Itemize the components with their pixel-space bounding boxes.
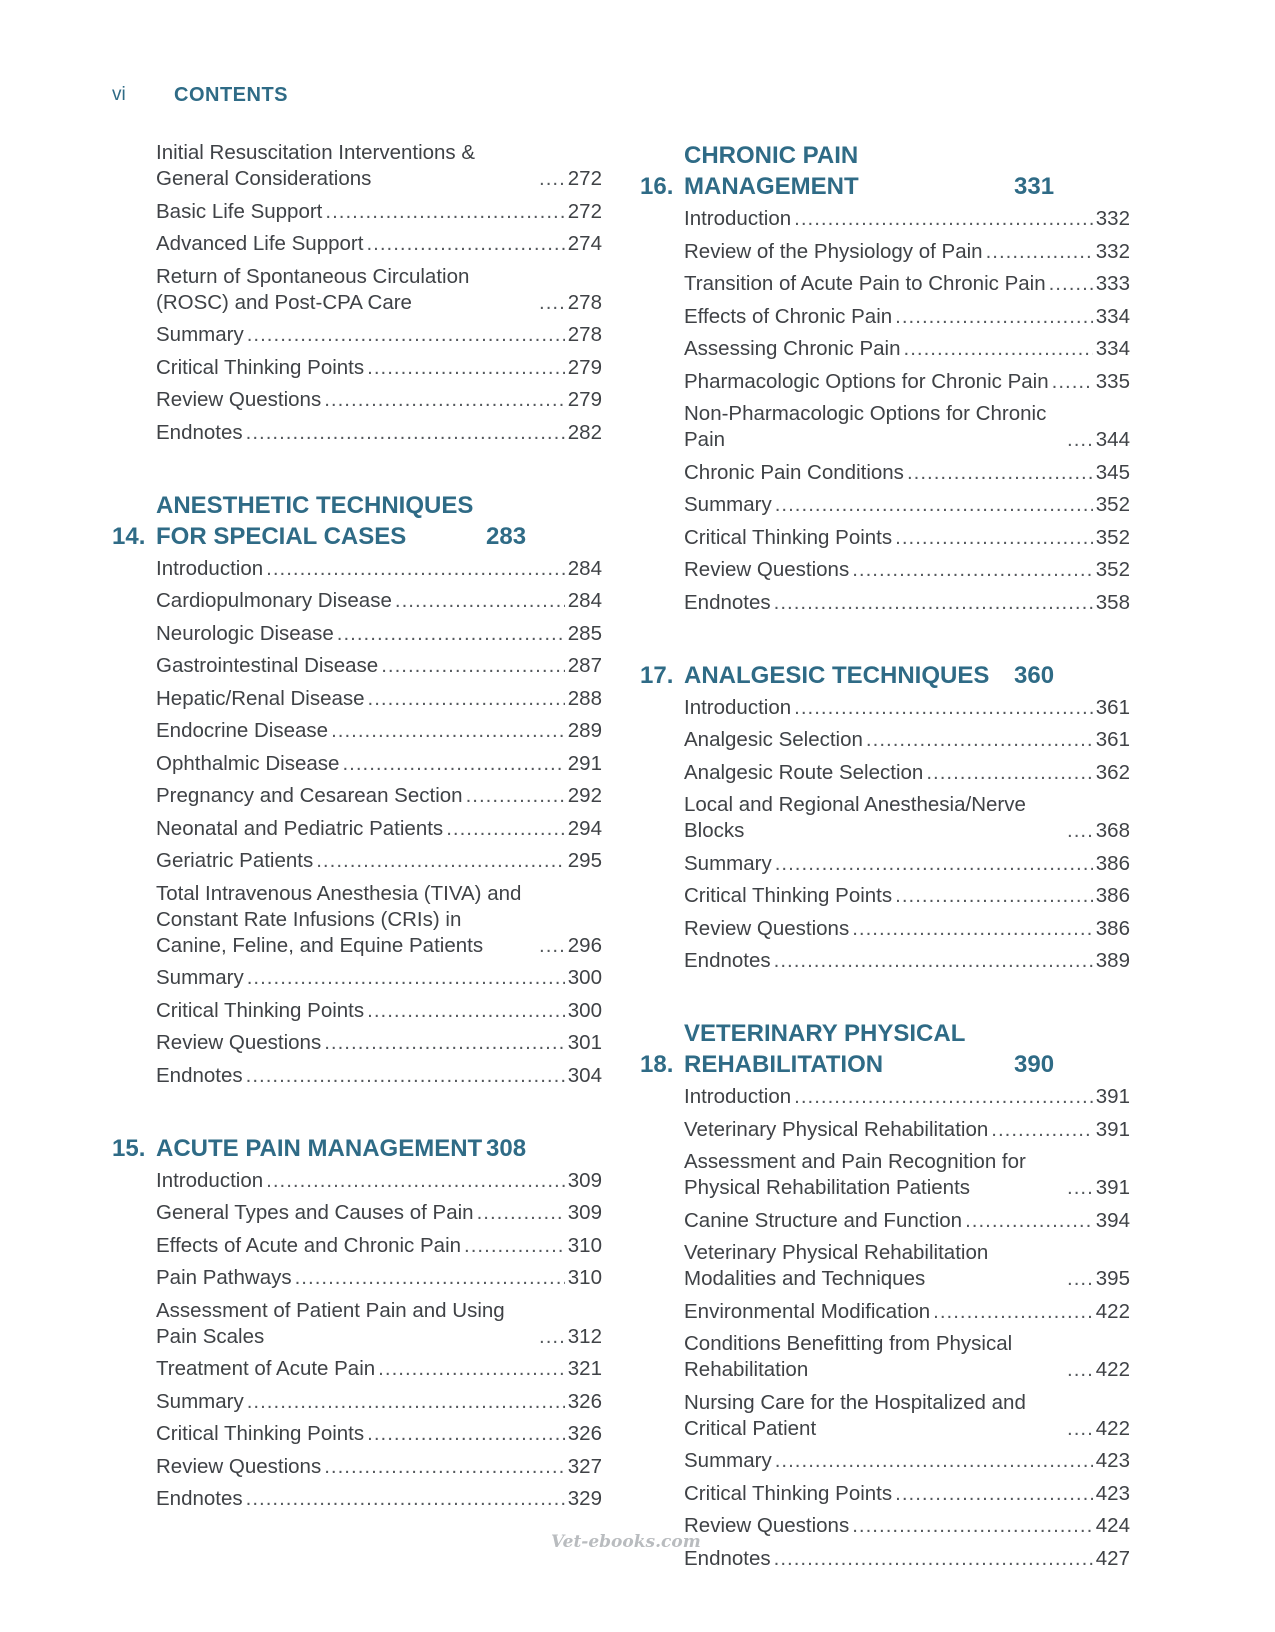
entry-title: Endnotes bbox=[684, 1546, 771, 1570]
dot-leader bbox=[774, 590, 1093, 616]
dot-leader bbox=[446, 816, 565, 842]
entry-page: 361 bbox=[1095, 695, 1130, 719]
dot-leader bbox=[775, 851, 1093, 877]
entry-title: Pharmacologic Options for Chronic Pain bbox=[684, 369, 1049, 393]
entry-title: Analgesic Selection bbox=[684, 728, 863, 751]
entry-title: Endnotes bbox=[156, 1487, 243, 1510]
chapter-number: 15. bbox=[112, 1134, 146, 1162]
entry-title: Hepatic/Renal Disease bbox=[156, 686, 365, 710]
chapter-heading[interactable] bbox=[112, 1133, 602, 1164]
dot-leader bbox=[464, 1233, 565, 1259]
entry-page: 391 bbox=[1095, 1176, 1130, 1199]
entry-page: 329 bbox=[567, 1487, 602, 1510]
entry-title: Critical Thinking Points bbox=[156, 1422, 365, 1445]
entry-page: 279 bbox=[567, 388, 602, 411]
entry-page: 394 bbox=[1095, 1208, 1130, 1232]
toc-entry[interactable] bbox=[156, 998, 602, 1024]
entry-title: Critical Thinking Points bbox=[684, 884, 893, 907]
toc-entry[interactable] bbox=[684, 851, 1130, 877]
chapter-page: 390 bbox=[1014, 1051, 1055, 1078]
chapter-section bbox=[112, 490, 602, 1089]
toc-entry[interactable] bbox=[684, 401, 1130, 453]
entry-title: Endnotes bbox=[156, 420, 243, 444]
toc-entry[interactable] bbox=[684, 206, 1130, 232]
entry-page: 287 bbox=[567, 654, 602, 677]
dot-leader bbox=[539, 166, 565, 192]
dot-leader bbox=[904, 336, 1093, 362]
dot-leader bbox=[325, 199, 564, 225]
toc-entry[interactable] bbox=[156, 1168, 602, 1194]
entry-page: 301 bbox=[567, 1031, 602, 1054]
entry-page: 352 bbox=[1095, 493, 1130, 516]
toc-entry[interactable] bbox=[684, 916, 1130, 942]
toc-entry[interactable] bbox=[156, 1265, 602, 1291]
toc-entry[interactable] bbox=[684, 1149, 1130, 1201]
entry-page: 391 bbox=[1095, 1117, 1130, 1141]
entry-page: 335 bbox=[1095, 369, 1130, 393]
entry-page: 295 bbox=[567, 849, 602, 872]
dot-leader bbox=[1067, 427, 1093, 453]
entry-title: Analgesic Route Selection bbox=[684, 760, 924, 784]
toc-entry[interactable] bbox=[684, 1240, 1130, 1292]
chapter-page: 331 bbox=[1014, 173, 1055, 200]
dot-leader bbox=[466, 783, 565, 809]
toc-entry[interactable] bbox=[156, 387, 602, 413]
toc-entry[interactable] bbox=[156, 556, 602, 582]
entry-title: Neonatal and Pediatric Patients bbox=[156, 816, 444, 840]
entry-page: 321 bbox=[567, 1357, 602, 1380]
dot-leader bbox=[852, 557, 1093, 583]
dot-leader bbox=[895, 883, 1093, 909]
toc-entry[interactable] bbox=[156, 140, 602, 192]
entry-page: 278 bbox=[567, 323, 602, 346]
dot-leader bbox=[794, 206, 1093, 232]
chapter-entries bbox=[684, 695, 1130, 975]
toc-entry[interactable] bbox=[156, 264, 602, 316]
dot-leader bbox=[324, 1454, 565, 1480]
entry-title: Assessing Chronic Pain bbox=[684, 337, 901, 360]
dot-leader bbox=[246, 1063, 565, 1089]
dot-leader bbox=[794, 695, 1093, 721]
toc-entry[interactable] bbox=[684, 792, 1130, 844]
toc-entry[interactable] bbox=[684, 557, 1130, 583]
chapter-page: 360 bbox=[1014, 661, 1055, 689]
dot-leader bbox=[991, 1117, 1093, 1143]
entry-page: 309 bbox=[567, 1201, 602, 1224]
toc-entry[interactable] bbox=[684, 1084, 1130, 1110]
toc-entry[interactable] bbox=[156, 1454, 602, 1480]
dot-leader bbox=[775, 492, 1093, 518]
entry-page: 422 bbox=[1095, 1416, 1130, 1440]
dot-leader bbox=[895, 304, 1093, 330]
entry-title: Canine Structure and Function bbox=[684, 1208, 963, 1232]
entry-title: Endocrine Disease bbox=[156, 719, 329, 742]
entry-title: Neurologic Disease bbox=[156, 621, 334, 645]
entry-title: Critical Thinking Points bbox=[684, 1481, 893, 1505]
dot-leader bbox=[774, 948, 1093, 974]
entry-title: Summary bbox=[684, 493, 772, 516]
dot-leader bbox=[1067, 1175, 1093, 1201]
entry-page: 358 bbox=[1095, 590, 1130, 614]
entry-page: 391 bbox=[1095, 1085, 1130, 1108]
entry-page: 291 bbox=[567, 751, 602, 775]
dot-leader bbox=[367, 1421, 565, 1447]
entry-title: Effects of Chronic Pain bbox=[684, 304, 893, 328]
entry-page: 284 bbox=[567, 589, 602, 612]
entry-title: Conditions Benefitting from Physical Rehabilitation bbox=[684, 1332, 1013, 1381]
dot-leader bbox=[1067, 1266, 1093, 1292]
entry-page: 312 bbox=[567, 1324, 602, 1348]
entry-title: Assessment and Pain Recognition for Physical Rehabilitation Patients bbox=[684, 1150, 1026, 1199]
entry-page: 422 bbox=[1095, 1358, 1130, 1381]
chapter-entries bbox=[684, 1084, 1130, 1572]
entry-title: Initial Resuscitation Interventions & General Considerations bbox=[156, 141, 476, 190]
entry-title: Gastrointestinal Disease bbox=[156, 654, 379, 677]
entry-page: 327 bbox=[567, 1454, 602, 1478]
entry-page: 310 bbox=[567, 1266, 602, 1289]
dot-leader bbox=[367, 355, 565, 381]
dot-leader bbox=[895, 525, 1093, 551]
entry-title: Introduction bbox=[684, 207, 792, 230]
entry-page: 362 bbox=[1095, 760, 1130, 784]
toc-entry[interactable] bbox=[156, 965, 602, 991]
toc-entry[interactable] bbox=[684, 883, 1130, 909]
entry-title: Environmental Modification bbox=[684, 1299, 931, 1323]
dot-leader bbox=[774, 1546, 1093, 1572]
toc-entry[interactable] bbox=[684, 590, 1130, 616]
dot-leader bbox=[266, 556, 565, 582]
entry-page: 309 bbox=[567, 1168, 602, 1192]
dot-leader bbox=[247, 322, 565, 348]
dot-leader bbox=[368, 686, 565, 712]
entry-page: 292 bbox=[567, 784, 602, 807]
entry-title: Veterinary Physical Rehabilitation Modalities and Techniques bbox=[684, 1241, 989, 1290]
entry-title: Ophthalmic Disease bbox=[156, 751, 340, 775]
entry-title: Endnotes bbox=[684, 590, 771, 614]
dot-leader bbox=[366, 231, 564, 257]
dot-leader bbox=[895, 1481, 1093, 1507]
entry-title: Veterinary Physical Rehabilitation bbox=[684, 1117, 989, 1141]
page-header bbox=[112, 80, 288, 110]
toc-entry[interactable] bbox=[156, 686, 602, 712]
toc-entry[interactable] bbox=[684, 1448, 1130, 1474]
toc-entry[interactable] bbox=[156, 751, 602, 777]
entry-page: 300 bbox=[567, 998, 602, 1022]
entry-title: Treatment of Acute Pain bbox=[156, 1357, 376, 1380]
toc-entry[interactable] bbox=[684, 695, 1130, 721]
dot-leader bbox=[477, 1200, 565, 1226]
entry-page: 368 bbox=[1095, 819, 1130, 842]
toc-entry[interactable] bbox=[156, 816, 602, 842]
entry-title: Summary bbox=[156, 966, 244, 989]
dot-leader bbox=[247, 965, 565, 991]
chapter-entries bbox=[684, 206, 1130, 616]
toc-entry[interactable] bbox=[684, 492, 1130, 518]
toc-entry[interactable] bbox=[156, 588, 602, 614]
dot-leader bbox=[247, 1389, 565, 1415]
entry-title: Review Questions bbox=[684, 558, 850, 581]
toc-entry[interactable] bbox=[156, 1298, 602, 1350]
toc-entry[interactable] bbox=[684, 460, 1130, 486]
dot-leader bbox=[246, 1486, 565, 1512]
entry-page: 395 bbox=[1095, 1267, 1130, 1290]
chapter-page: 283 bbox=[486, 522, 527, 550]
toc-entry[interactable] bbox=[156, 1063, 602, 1089]
entry-page: 296 bbox=[567, 933, 602, 957]
toc-entry[interactable] bbox=[156, 783, 602, 809]
right-chapters bbox=[640, 140, 1130, 1572]
entry-page: 334 bbox=[1095, 304, 1130, 328]
entry-page: 386 bbox=[1095, 916, 1130, 940]
dot-leader bbox=[316, 848, 565, 874]
continued-section bbox=[112, 140, 602, 446]
entry-title: Basic Life Support bbox=[156, 199, 323, 223]
entry-title: Endnotes bbox=[156, 1063, 243, 1087]
dot-leader bbox=[381, 653, 565, 679]
chapter-number: 17. bbox=[640, 661, 674, 689]
chapter-section bbox=[112, 1133, 602, 1513]
toc-entry[interactable] bbox=[156, 355, 602, 381]
entry-title: Introduction bbox=[156, 1168, 264, 1192]
dot-leader bbox=[852, 916, 1093, 942]
toc-entry[interactable] bbox=[684, 336, 1130, 362]
chapter-title: CHRONIC PAIN MANAGEMENT bbox=[684, 142, 859, 200]
chapter-section bbox=[640, 140, 1130, 616]
entry-page: 332 bbox=[1095, 207, 1130, 230]
entry-title: Local and Regional Anesthesia/Nerve Blocks bbox=[684, 793, 1026, 842]
dot-leader bbox=[1067, 818, 1093, 844]
chapter-heading[interactable] bbox=[112, 490, 602, 552]
chapter-heading[interactable] bbox=[640, 660, 1130, 691]
entry-title: Effects of Acute and Chronic Pain bbox=[156, 1233, 462, 1257]
toc-entry[interactable] bbox=[156, 1200, 602, 1226]
toc-entry[interactable] bbox=[156, 718, 602, 744]
chapter-title: ACUTE PAIN MANAGEMENT bbox=[156, 1134, 483, 1162]
toc-entry[interactable] bbox=[156, 1389, 602, 1415]
entry-page: 279 bbox=[567, 355, 602, 379]
entry-page: 361 bbox=[1095, 728, 1130, 751]
toc-entry[interactable] bbox=[684, 1208, 1130, 1234]
entry-page: 386 bbox=[1095, 851, 1130, 875]
entry-page: 427 bbox=[1095, 1546, 1130, 1570]
entry-page: 344 bbox=[1095, 428, 1130, 451]
dot-leader bbox=[324, 1030, 565, 1056]
continued-entries bbox=[156, 140, 602, 446]
toc-entry[interactable] bbox=[684, 948, 1130, 974]
entry-page: 334 bbox=[1095, 337, 1130, 360]
toc-entry[interactable] bbox=[684, 760, 1130, 786]
entry-page: 345 bbox=[1095, 460, 1130, 484]
dot-leader bbox=[775, 1448, 1093, 1474]
entry-title: Review Questions bbox=[156, 1454, 322, 1478]
dot-leader bbox=[794, 1084, 1093, 1110]
toc-entry[interactable] bbox=[156, 1030, 602, 1056]
dot-leader bbox=[1067, 1357, 1093, 1383]
entry-title: Review Questions bbox=[156, 1031, 322, 1054]
chapter-number: 14. bbox=[112, 522, 146, 550]
entry-title: Introduction bbox=[684, 695, 792, 719]
entry-page: 289 bbox=[567, 719, 602, 742]
dot-leader bbox=[1052, 369, 1093, 395]
entry-title: Summary bbox=[156, 1389, 244, 1413]
entry-title: Advanced Life Support bbox=[156, 232, 364, 255]
entry-title: Summary bbox=[684, 851, 772, 875]
watermark-logo: Vet-ebooks.com bbox=[551, 1532, 701, 1552]
entry-title: Pain Pathways bbox=[156, 1266, 292, 1289]
entry-title: Review Questions bbox=[156, 388, 322, 411]
dot-leader bbox=[933, 1299, 1093, 1325]
chapter-number: 18. bbox=[640, 1051, 674, 1078]
page-number: vi bbox=[112, 84, 126, 105]
entry-title: Summary bbox=[156, 323, 244, 346]
dot-leader bbox=[246, 420, 565, 446]
entry-page: 326 bbox=[567, 1389, 602, 1413]
entry-page: 423 bbox=[1095, 1449, 1130, 1472]
chapter-number: 16. bbox=[640, 173, 674, 200]
toc-entry[interactable] bbox=[684, 1299, 1130, 1325]
toc-entry[interactable] bbox=[684, 1390, 1130, 1442]
entry-page: 304 bbox=[567, 1063, 602, 1087]
toc-entry[interactable] bbox=[684, 727, 1130, 753]
entry-page: 423 bbox=[1095, 1481, 1130, 1505]
entry-title: Transition of Acute Pain to Chronic Pain bbox=[684, 272, 1046, 295]
toc-entry[interactable] bbox=[156, 322, 602, 348]
toc-entry[interactable] bbox=[684, 1481, 1130, 1507]
entry-page: 294 bbox=[567, 816, 602, 840]
toc-entry[interactable] bbox=[156, 653, 602, 679]
page-title: CONTENTS bbox=[174, 83, 288, 106]
chapter-title: VETERINARY PHYSICAL REHABILITATION bbox=[684, 1020, 965, 1078]
entry-page: 288 bbox=[567, 686, 602, 710]
dot-leader bbox=[1049, 271, 1093, 297]
toc-entry[interactable] bbox=[156, 420, 602, 446]
dot-leader bbox=[266, 1168, 565, 1194]
entry-page: 386 bbox=[1095, 884, 1130, 907]
toc-entry[interactable] bbox=[156, 1421, 602, 1447]
entry-title: Geriatric Patients bbox=[156, 849, 314, 872]
toc-entry[interactable] bbox=[684, 304, 1130, 330]
dot-leader bbox=[1067, 1416, 1093, 1442]
entry-page: 284 bbox=[567, 556, 602, 580]
entry-page: 389 bbox=[1095, 949, 1130, 972]
entry-page: 310 bbox=[567, 1233, 602, 1257]
entry-title: Critical Thinking Points bbox=[156, 355, 365, 379]
dot-leader bbox=[337, 621, 565, 647]
chapter-heading[interactable] bbox=[640, 1018, 1130, 1080]
entry-title: Assessment of Patient Pain and Using Pain Scales bbox=[156, 1298, 505, 1348]
dot-leader bbox=[866, 727, 1093, 753]
right-column bbox=[640, 140, 1130, 1616]
dot-leader bbox=[324, 387, 565, 413]
dot-leader bbox=[342, 751, 564, 777]
entry-page: 274 bbox=[567, 232, 602, 255]
dot-leader bbox=[295, 1265, 565, 1291]
entry-title: Introduction bbox=[156, 556, 264, 580]
dot-leader bbox=[539, 290, 565, 316]
entry-page: 326 bbox=[567, 1422, 602, 1445]
chapter-title: ANESTHETIC TECHNIQUES FOR SPECIAL CASES bbox=[156, 491, 474, 550]
toc-entry[interactable] bbox=[156, 848, 602, 874]
dot-leader bbox=[331, 718, 565, 744]
entry-title: General Types and Causes of Pain bbox=[156, 1201, 474, 1224]
left-chapters bbox=[112, 490, 602, 1513]
entry-title: Introduction bbox=[684, 1085, 792, 1108]
entry-page: 333 bbox=[1095, 272, 1130, 295]
entry-title: Review Questions bbox=[684, 1514, 850, 1537]
dot-leader bbox=[907, 460, 1093, 486]
entry-title: Chronic Pain Conditions bbox=[684, 460, 904, 484]
dot-leader bbox=[539, 933, 565, 959]
entry-page: 272 bbox=[567, 199, 602, 223]
toc-entry[interactable] bbox=[684, 525, 1130, 551]
toc-entry[interactable] bbox=[156, 1356, 602, 1382]
entry-title: Critical Thinking Points bbox=[156, 998, 365, 1022]
entry-title: Nursing Care for the Hospitalized and Critical Patient bbox=[684, 1390, 1026, 1440]
toc-entry[interactable] bbox=[156, 1233, 602, 1259]
toc-entry[interactable] bbox=[684, 1117, 1130, 1143]
entry-title: Total Intravenous Anesthesia (TIVA) and Constant Rate Infusions (CRIs) in Canine, Feline, and Equine Patients bbox=[156, 881, 522, 957]
chapter-heading[interactable] bbox=[640, 140, 1130, 202]
chapter-section bbox=[640, 1018, 1130, 1572]
toc-entry[interactable] bbox=[156, 621, 602, 647]
chapter-page: 308 bbox=[486, 1134, 527, 1162]
entry-title: Endnotes bbox=[684, 949, 771, 972]
entry-page: 278 bbox=[567, 290, 602, 314]
entry-page: 422 bbox=[1095, 1299, 1130, 1323]
entry-title: Pregnancy and Cesarean Section bbox=[156, 784, 463, 807]
dot-leader bbox=[395, 588, 565, 614]
dot-leader bbox=[986, 239, 1093, 265]
toc-entry[interactable] bbox=[156, 881, 602, 959]
entry-title: Summary bbox=[684, 1449, 772, 1472]
toc-entry[interactable] bbox=[684, 271, 1130, 297]
entry-title: Review Questions bbox=[684, 916, 850, 940]
toc-entry[interactable] bbox=[684, 369, 1130, 395]
entry-page: 300 bbox=[567, 966, 602, 989]
entry-page: 424 bbox=[1095, 1514, 1130, 1537]
entry-page: 285 bbox=[567, 621, 602, 645]
chapter-entries bbox=[156, 1168, 602, 1513]
dot-leader bbox=[367, 998, 565, 1024]
entry-title: Critical Thinking Points bbox=[684, 525, 893, 549]
entry-page: 352 bbox=[1095, 558, 1130, 581]
entry-title: Cardiopulmonary Disease bbox=[156, 589, 392, 612]
toc-entry[interactable] bbox=[684, 239, 1130, 265]
dot-leader bbox=[378, 1356, 565, 1382]
toc-entry[interactable] bbox=[156, 231, 602, 257]
dot-leader bbox=[965, 1208, 1093, 1234]
chapter-title: ANALGESIC TECHNIQUES bbox=[684, 661, 990, 689]
toc-entry[interactable] bbox=[684, 1331, 1130, 1383]
entry-page: 332 bbox=[1095, 239, 1130, 263]
entry-title: Return of Spontaneous Circulation (ROSC) and Post-CPA Care bbox=[156, 264, 470, 314]
toc-entry[interactable] bbox=[156, 199, 602, 225]
entry-page: 352 bbox=[1095, 525, 1130, 549]
dot-leader bbox=[852, 1513, 1093, 1539]
chapter-entries bbox=[156, 556, 602, 1089]
toc-entry[interactable] bbox=[156, 1486, 602, 1512]
chapter-section bbox=[640, 660, 1130, 975]
dot-leader bbox=[539, 1324, 565, 1350]
entry-title: Review of the Physiology of Pain bbox=[684, 239, 983, 263]
entry-page: 282 bbox=[567, 420, 602, 444]
entry-title: Non-Pharmacologic Options for Chronic Pain bbox=[684, 402, 1047, 451]
entry-page: 272 bbox=[567, 167, 602, 190]
left-column bbox=[112, 140, 602, 1556]
dot-leader bbox=[926, 760, 1092, 786]
